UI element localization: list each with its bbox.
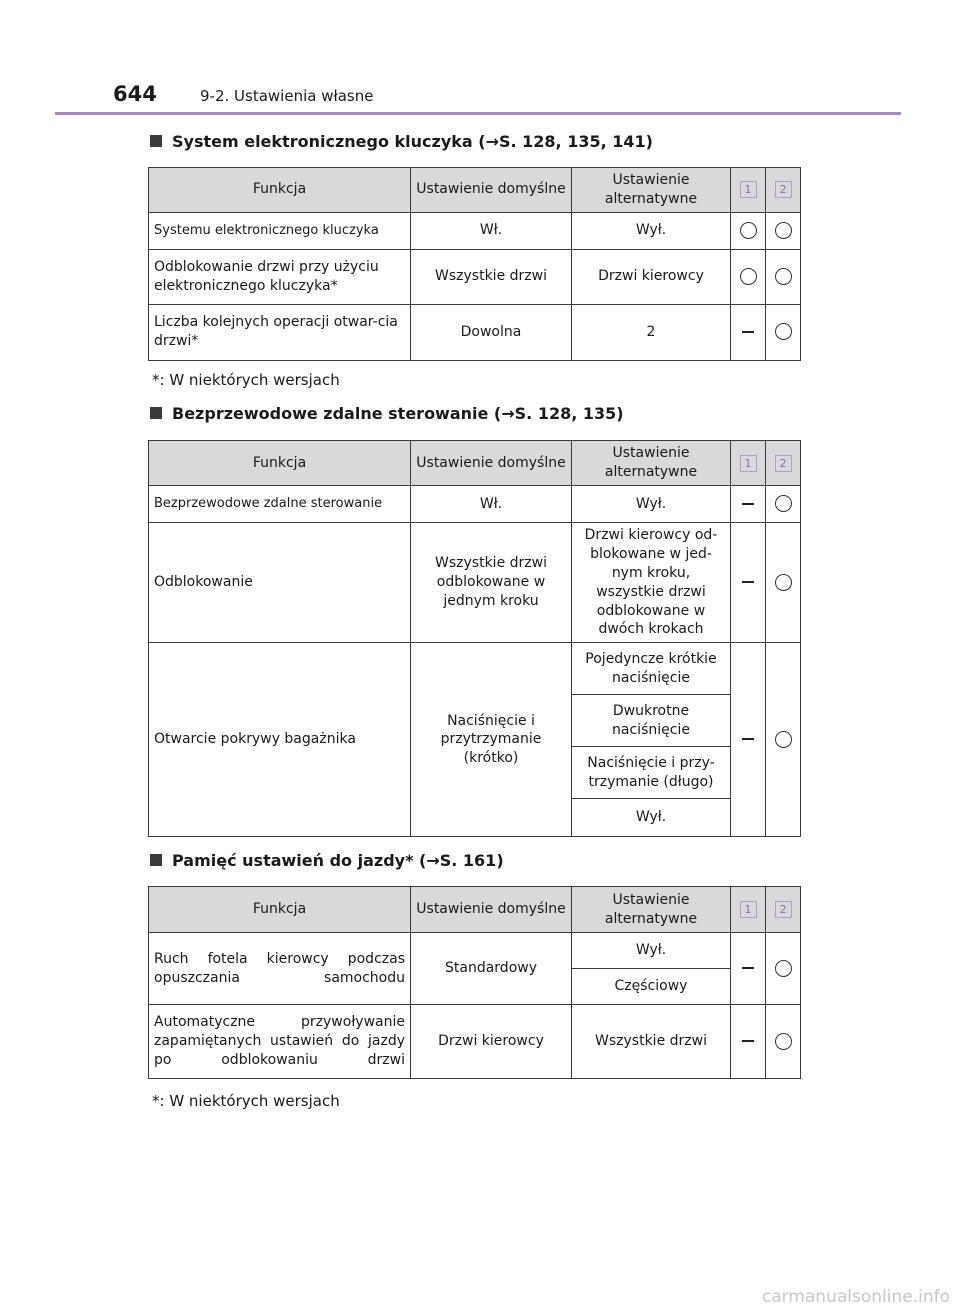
dash-icon bbox=[742, 738, 754, 740]
circle-icon bbox=[740, 222, 757, 239]
number-1-icon: 1 bbox=[740, 455, 757, 472]
footnote: *: W niektórych wersjach bbox=[152, 1092, 340, 1110]
dash-icon bbox=[742, 581, 754, 583]
number-1-icon: 1 bbox=[740, 181, 757, 198]
table-row: Liczba kolejnych operacji otwar-cia drzwi* Dowolna 2 bbox=[149, 304, 801, 360]
bullet-square-icon bbox=[150, 135, 162, 147]
watermark: carmanualsonline.info bbox=[761, 1287, 950, 1307]
bullet-square-icon bbox=[150, 407, 162, 419]
dash-icon bbox=[742, 1040, 754, 1042]
header-alternative: Ustawienie alternatywne bbox=[572, 168, 731, 213]
circle-icon bbox=[775, 1033, 792, 1050]
circle-icon bbox=[740, 268, 757, 285]
circle-icon bbox=[775, 268, 792, 285]
table-row: Automatyczne przywoływanie zapamiętanych ustawień do jazdy po odblokowaniu drzwi Drzwi kierowcy Wszystkie drzwi bbox=[149, 1005, 801, 1079]
table-row: Systemu elektronicznego kluczyka Wł. Wył. bbox=[149, 212, 801, 249]
table-driving-memory: Funkcja Ustawienie domyślne Ustawienie alternatywne 1 2 Ruch fotela kierowcy podczas opuszczania samochodu Standardowy Wył. Częściowy Automatyczne przywoływanie zapamiętanych ustawień do jazdy po odblokowaniu drzwi Drzwi kierowcy Wszystkie drzwi bbox=[148, 886, 801, 1079]
circle-icon bbox=[775, 574, 792, 591]
circle-icon bbox=[775, 323, 792, 340]
table-electronic-key bbox=[148, 167, 801, 361]
table-remote-control: Funkcja Ustawienie domyślne Ustawienie alternatywne 1 2 Bezprzewodowe zdalne sterowanie Wł. Wył. Odblokowanie Wszystkie drzwi odblokowane w jednym kroku Drzwi kierowcy od-blokowane w jed-nym kroku, wszystkie drzwi odblokowane w dwóch krokach Otwarcie pokrywy bagażnika Naciśnięcie i przytrzymanie (krótko) Pojedyncze krótkie naciśnięcie Dwukrotne naciśnięcie Naciśnięcie i przy-trzymanie (długo) Wył. bbox=[148, 440, 801, 837]
header-default: Ustawienie domyślne bbox=[411, 441, 572, 486]
circle-icon bbox=[775, 960, 792, 977]
header-funkcja: Funkcja bbox=[149, 441, 411, 486]
table-row: Otwarcie pokrywy bagażnika Naciśnięcie i przytrzymanie (krótko) Pojedyncze krótkie naciśnięcie bbox=[149, 643, 801, 695]
bullet-square-icon bbox=[150, 854, 162, 866]
footnote: *: W niektórych wersjach bbox=[152, 371, 340, 389]
number-2-icon: 2 bbox=[775, 901, 792, 918]
header-funkcja: Funkcja bbox=[149, 168, 411, 213]
circle-icon bbox=[775, 495, 792, 512]
number-1-icon: 1 bbox=[740, 901, 757, 918]
section1-heading bbox=[150, 132, 653, 151]
number-2-icon: 2 bbox=[775, 455, 792, 472]
header-alternative: Ustawienie alternatywne bbox=[572, 887, 731, 933]
dash-icon bbox=[742, 331, 754, 333]
number-2-icon: 2 bbox=[775, 181, 792, 198]
section2-heading bbox=[150, 404, 624, 423]
section-title: 9-2. Ustawienia własne bbox=[200, 87, 374, 105]
table-row: Ruch fotela kierowcy podczas opuszczania samochodu Standardowy Wył. bbox=[149, 933, 801, 969]
section3-heading bbox=[150, 851, 504, 870]
section2-title: Bezprzewodowe zdalne sterowanie (→S. 128, 135) bbox=[172, 404, 624, 423]
header-default: Ustawienie domyślne bbox=[411, 168, 572, 213]
table-row: Bezprzewodowe zdalne sterowanie Wł. Wył. bbox=[149, 486, 801, 523]
page-number: 644 bbox=[113, 82, 157, 106]
dash-icon bbox=[742, 967, 754, 969]
table-row: Odblokowanie Wszystkie drzwi odblokowane w jednym kroku Drzwi kierowcy od-blokowane w jed-nym kroku, wszystkie drzwi odblokowane w dwóch krokach bbox=[149, 523, 801, 643]
table-row: Odblokowanie drzwi przy użyciu elektronicznego kluczyka* Wszystkie drzwi Drzwi kierowcy bbox=[149, 249, 801, 304]
section3-title: Pamięć ustawień do jazdy* (→S. 161) bbox=[172, 851, 504, 870]
header-alternative: Ustawienie alternatywne bbox=[572, 441, 731, 486]
dash-icon bbox=[742, 503, 754, 505]
header-default: Ustawienie domyślne bbox=[411, 887, 572, 933]
header-divider bbox=[55, 112, 901, 115]
header-funkcja: Funkcja bbox=[149, 887, 411, 933]
section1-title: System elektronicznego kluczyka (→S. 128, 135, 141) bbox=[172, 132, 653, 151]
circle-icon bbox=[775, 222, 792, 239]
circle-icon bbox=[775, 731, 792, 748]
